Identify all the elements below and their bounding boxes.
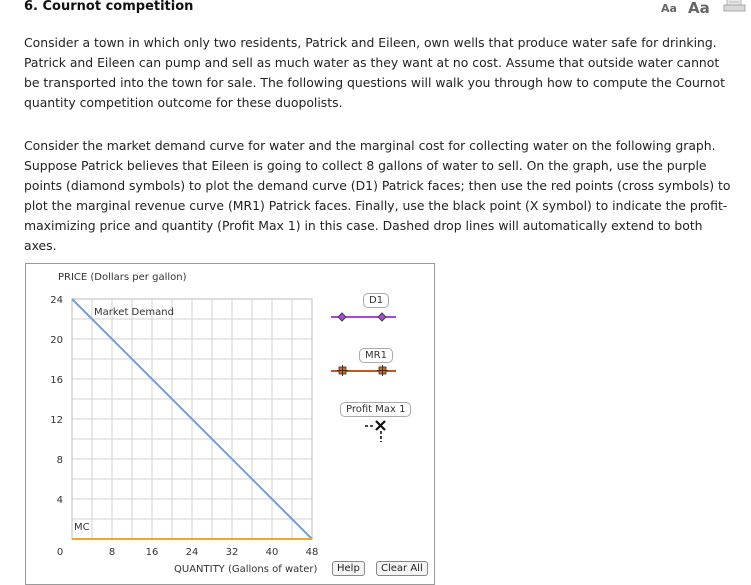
question-title: 6. Cournot competition bbox=[24, 0, 194, 14]
x-tick-label: 16 bbox=[145, 547, 159, 558]
y-tick-label: 24 bbox=[50, 295, 63, 306]
x-tick-label: 8 bbox=[108, 547, 116, 558]
graph-panel bbox=[25, 263, 435, 585]
market-demand-label: Market Demand bbox=[94, 307, 174, 318]
x-tick-label: 32 bbox=[225, 547, 239, 558]
x-tick-label: 0 bbox=[56, 547, 64, 558]
y-tick-label: 12 bbox=[50, 415, 63, 426]
y-tick-label: 16 bbox=[50, 375, 63, 386]
intro-paragraph: Consider a town in which only two residents, Patrick and Eileen, own wells that produce water safe for drinking. Patrick and Eileen can pump and sell as much water as they want at no cost. Assume that outside water cannot be transported into the town for sale. The following questions will walk you through how to compute the Cournot quantity competition outcome for these duopolists. bbox=[24, 35, 725, 110]
mc-label: MC bbox=[74, 522, 90, 533]
clear-all-button[interactable]: Clear All bbox=[376, 561, 428, 576]
mr1-tool-label: MR1 bbox=[359, 348, 393, 363]
cournot-graph[interactable] bbox=[26, 264, 434, 584]
d1-diamond-icon[interactable] bbox=[338, 313, 346, 321]
x-tick-label: 48 bbox=[305, 547, 319, 558]
instructions-paragraph: Consider the market demand curve for water and the marginal cost for collecting water on the following graph. Suppose Patrick believes that Eileen is going to collect 8 gallons of water to sell. On the graph, use the purple points (diamond symbols) to plot the demand curve (D1) Patrick faces; then use the red points (cross symbols) to plot the marginal revenue curve (MR1) Patrick faces. Finally, use the black point (X symbol) to indicate the profit-maximizing price and quantity (Profit Max 1) in this case. Dashed drop lines will automatically extend to both axes. bbox=[24, 138, 731, 253]
d1-diamond-icon[interactable] bbox=[378, 313, 386, 321]
x-tick-label: 40 bbox=[265, 547, 279, 558]
x-tick-label: 24 bbox=[185, 547, 199, 558]
d1-tool[interactable] bbox=[331, 313, 396, 321]
x-axis-label: QUANTITY (Gallons of water) bbox=[174, 564, 318, 575]
y-tick-label: 20 bbox=[50, 335, 63, 346]
y-axis-label: PRICE (Dollars per gallon) bbox=[58, 272, 187, 283]
y-tick-label: 4 bbox=[56, 495, 63, 506]
y-tick-label: 8 bbox=[56, 455, 63, 466]
font-size-small-button[interactable]: Aa bbox=[661, 2, 677, 15]
mr1-tool[interactable] bbox=[331, 365, 396, 376]
profit-max-tool[interactable] bbox=[365, 421, 385, 442]
print-icon[interactable] bbox=[723, 0, 747, 12]
help-button[interactable]: Help bbox=[332, 561, 365, 576]
profit-max-tool-label: Profit Max 1 bbox=[340, 402, 411, 417]
d1-tool-label: D1 bbox=[363, 293, 389, 308]
font-size-large-button[interactable]: Aa bbox=[688, 0, 710, 17]
